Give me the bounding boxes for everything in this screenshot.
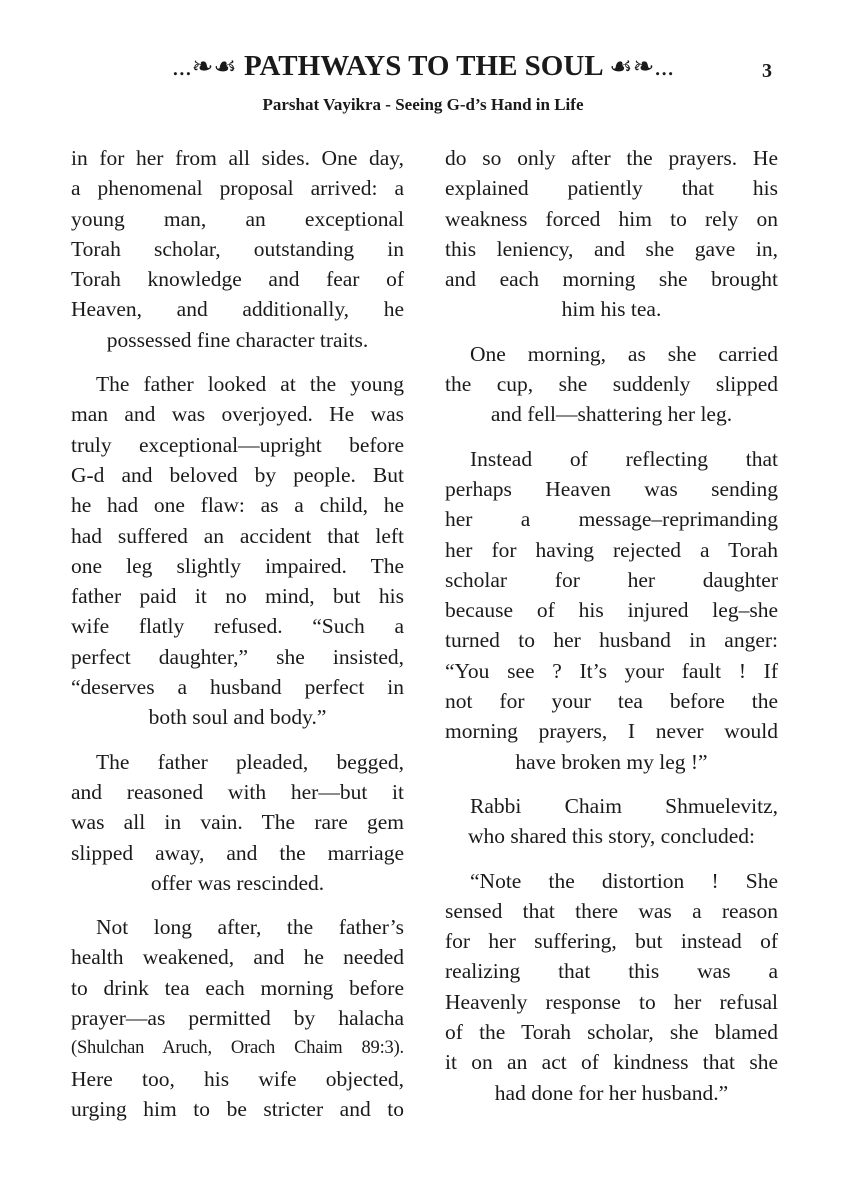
text-line: him his tea. <box>561 297 662 322</box>
text-line: possessed fine character traits. <box>106 327 369 352</box>
text-line: both soul and body.” <box>148 705 327 730</box>
text-line: health weakened, and he needed <box>71 945 404 970</box>
text-line: her a message–reprimanding <box>445 507 778 532</box>
page-header-title <box>0 50 846 83</box>
text-line: turned to her husband in anger: <box>445 628 778 653</box>
text-line: Torah scholar, outstanding in <box>71 236 404 261</box>
text-line: Not long after, the father’s <box>96 915 404 940</box>
text-line: Instead of reflecting that <box>470 446 778 471</box>
text-line: father paid it no mind, but his <box>71 584 404 609</box>
text-line: her for having rejected a Torah <box>445 537 778 562</box>
text-line: and reasoned with her—but it <box>71 779 404 804</box>
text-line: to drink tea each morning before <box>71 975 404 1000</box>
text-line: he had one flaw: as a child, he <box>71 493 404 518</box>
paragraph <box>445 143 778 325</box>
paragraph <box>445 339 778 430</box>
text-line: explained patiently that his <box>445 176 778 201</box>
text-line: it on an act of kindness that she <box>445 1050 778 1075</box>
ornament-left-icon: ...❧☙ <box>172 52 237 81</box>
text-line: this leniency, and she gave in, <box>445 236 778 261</box>
text-line: “deserves a husband perfect in <box>71 675 404 700</box>
page-subtitle: Parshat Vayikra - Seeing G-d’s Hand in Life <box>262 95 584 114</box>
text-line: One morning, as she carried <box>470 341 778 366</box>
text-line: who shared this story, concluded: <box>467 824 755 849</box>
text-line: Rabbi Chaim Shmuelevitz, <box>470 793 778 818</box>
text-line: Here too, his wife objected, <box>71 1066 404 1091</box>
text-line: had done for her husband.” <box>494 1080 729 1105</box>
text-line: have broken my leg !” <box>515 749 708 774</box>
paragraph <box>445 444 778 777</box>
page-number: 3 <box>762 60 772 82</box>
text-line: G-d and beloved by people. But <box>71 462 404 487</box>
paragraph <box>71 369 404 733</box>
text-line: had suffered an accident that left <box>71 523 404 548</box>
paragraph <box>71 747 404 898</box>
text-line: prayer—as permitted by halacha <box>71 1006 404 1031</box>
text-line: the cup, she suddenly slipped <box>445 372 778 397</box>
text-line: offer was rescinded. <box>150 870 325 895</box>
right-column <box>445 143 778 1122</box>
text-line: man and was overjoyed. He was <box>71 402 404 427</box>
text-line: sensed that there was a reason <box>445 898 778 923</box>
paragraph <box>445 866 778 1108</box>
paragraph <box>71 912 404 1124</box>
ornament-right-icon: ☙❧... <box>609 52 674 81</box>
text-line: perfect daughter,” she insisted, <box>71 644 404 669</box>
text-line: The father pleaded, begged, <box>96 749 404 774</box>
text-line: realizing that this was a <box>445 959 778 984</box>
text-line: wife flatly refused. “Such a <box>71 614 404 639</box>
text-line: one leg slightly impaired. The <box>71 553 404 578</box>
paragraph <box>71 143 404 355</box>
text-line: slipped away, and the marriage <box>71 840 404 865</box>
text-line: do so only after the prayers. He <box>445 146 778 170</box>
text-line: perhaps Heaven was sending <box>445 476 778 501</box>
text-line: Torah knowledge and fear of <box>71 267 404 292</box>
text-line: because of his injured leg–she <box>445 598 778 623</box>
text-line: morning prayers, I never would <box>445 719 778 744</box>
text-line: “You see ? It’s your fault ! If <box>445 658 778 683</box>
publication-title: PATHWAYS TO THE SOUL <box>243 50 603 82</box>
text-line: and fell—shattering her leg. <box>490 402 733 427</box>
text-line: Heavenly response to her refusal <box>445 989 778 1014</box>
text-line: of the Torah scholar, she blamed <box>445 1020 778 1045</box>
text-line: urging him to be stricter and to <box>71 1096 404 1121</box>
paragraph <box>445 791 778 852</box>
text-line: Heaven, and additionally, he <box>71 297 404 322</box>
text-line: in for her from all sides. One day, <box>71 146 404 170</box>
text-line: The father looked at the young <box>96 372 404 397</box>
text-line: truly exceptional—upright before <box>71 432 404 457</box>
text-line: weakness forced him to rely on <box>445 206 778 231</box>
text-line: for her suffering, but instead of <box>445 929 778 954</box>
text-line: and each morning she brought <box>445 267 778 292</box>
text-line: a phenomenal proposal arrived: a <box>71 176 404 201</box>
text-line: (Shulchan Aruch, Orach Chaim 89:3). <box>71 1038 404 1059</box>
left-column <box>71 143 404 1138</box>
text-line: was all in vain. The rare gem <box>71 810 404 835</box>
text-line: not for your tea before the <box>445 689 778 714</box>
text-line: scholar for her daughter <box>445 567 778 592</box>
text-line: “Note the distortion ! She <box>470 868 778 893</box>
text-line: young man, an exceptional <box>71 206 404 231</box>
